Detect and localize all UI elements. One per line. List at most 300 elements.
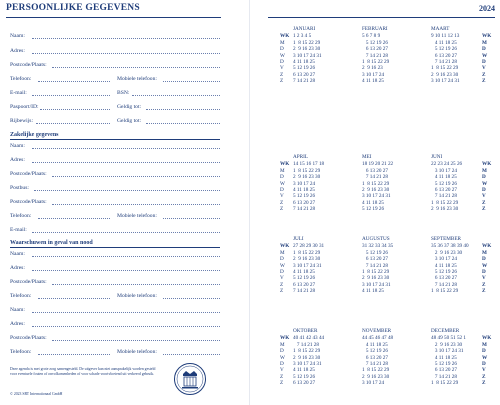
day-numbers: 6 13 20 27 [293, 199, 316, 206]
day-row [349, 187, 389, 193]
pobox-label: Postbus: [10, 185, 29, 191]
day-numbers: 1 8 15 22 29 [293, 348, 321, 355]
day-row [280, 361, 322, 367]
mobile-label: Mobiele telefoon: [117, 76, 157, 82]
day-row [418, 187, 457, 193]
address-line[interactable] [32, 53, 220, 54]
day-row [349, 256, 388, 262]
day-numbers: 4 11 18 25 [362, 199, 384, 206]
day-letter: W [280, 52, 285, 59]
day-numbers: 4 11 18 25 [293, 367, 315, 374]
day-row [418, 40, 457, 46]
week-number-values: 9 10 11 12 13 [431, 33, 460, 39]
day-row [280, 374, 315, 380]
week-number-values: 14 15 16 17 18 [293, 161, 325, 167]
day-row [280, 282, 315, 288]
day-row [418, 174, 457, 180]
business-rule [10, 139, 220, 140]
emergency2-address-line[interactable] [32, 326, 220, 327]
day-numbers: 3 10 17 24 31 [293, 262, 322, 269]
day-letter-right: D [482, 46, 486, 53]
day-row [280, 269, 315, 275]
day-numbers: 4 11 18 25 [362, 77, 384, 84]
day-row [280, 181, 315, 187]
business-address-label: Adres: [10, 157, 25, 163]
month-name: AUGUSTUS [362, 236, 390, 242]
day-numbers: 6 13 20 27 [362, 354, 388, 361]
day-letter: Z [280, 77, 284, 84]
day-row [349, 269, 389, 275]
day-letter-right: M [482, 250, 487, 256]
day-row [418, 269, 457, 275]
week-number-values: 40 41 42 43 44 [293, 335, 325, 341]
day-row [349, 59, 389, 65]
day-row [418, 275, 457, 281]
day-letter-right: D [482, 348, 486, 355]
day-row [349, 275, 389, 281]
month-name: JULI [293, 236, 304, 242]
day-row [349, 168, 388, 174]
emergency2-postcode-label: Postcode/Plaats: [10, 335, 47, 341]
day-row [349, 174, 388, 180]
week-numbers [418, 335, 466, 341]
day-row [280, 59, 315, 65]
day-row [418, 65, 458, 71]
day-row [349, 53, 388, 59]
day-numbers: 4 11 18 25 [293, 268, 315, 275]
business-name-line[interactable] [32, 148, 220, 149]
day-numbers: 7 14 21 28 [431, 373, 457, 380]
day-row [418, 250, 462, 256]
day-letter-right: D [482, 186, 486, 193]
day-letter: V [280, 65, 284, 72]
day-row [349, 282, 391, 288]
week-number-values: 1 2 3 4 5 [293, 33, 312, 39]
day-row [418, 59, 457, 65]
day-letter: M [280, 40, 285, 46]
day-letter: D [280, 360, 284, 367]
day-row [280, 380, 315, 386]
day-letter: M [280, 168, 285, 174]
day-letter: D [280, 46, 284, 53]
emergency2-postcode-line[interactable] [52, 340, 220, 341]
day-letter-right: M [482, 342, 487, 348]
day-numbers: 1 8 15 22 29 [293, 40, 321, 46]
week-numbers [349, 335, 393, 341]
left-page [0, 0, 249, 405]
wk-label-right: WK [482, 335, 492, 341]
day-letter: D [280, 174, 284, 181]
day-row [349, 367, 389, 373]
day-numbers: 3 10 17 24 [362, 379, 385, 386]
day-row [280, 46, 320, 52]
day-numbers: 1 8 15 22 29 [431, 199, 459, 206]
day-numbers: 5 12 19 26 [293, 65, 316, 72]
day-row [418, 342, 462, 348]
day-row [418, 181, 457, 187]
day-numbers: 5 12 19 26 [362, 40, 388, 46]
passport-line[interactable] [40, 109, 110, 110]
month-name: APRIL [293, 154, 308, 160]
business-name-label: Naam: [10, 143, 25, 149]
day-numbers: 6 13 20 27 [362, 168, 388, 174]
day-numbers: 6 13 20 27 [293, 379, 316, 386]
day-letter: Z [280, 199, 284, 206]
day-row [349, 263, 388, 269]
day-numbers: 1 8 15 22 29 [362, 268, 390, 275]
month-september [418, 236, 484, 298]
day-numbers: 5 12 19 26 [431, 46, 457, 53]
business-heading: Zakelijke gegevens [10, 132, 59, 138]
emergency2-name-line[interactable] [32, 312, 220, 313]
wk-label: WK [280, 33, 290, 39]
day-numbers: 3 10 17 24 [431, 256, 457, 263]
day-letter: V [280, 275, 284, 282]
day-numbers: 1 8 15 22 29 [431, 379, 459, 386]
pobox-line[interactable] [34, 190, 220, 191]
phone-label: Telefoon: [10, 76, 32, 82]
wk-label-right: WK [482, 243, 492, 249]
day-numbers: 7 14 21 28 [431, 58, 457, 65]
day-letter-right: W [482, 262, 488, 269]
business-email-line[interactable] [32, 232, 220, 233]
month-juni [418, 154, 484, 216]
bsn-line[interactable] [132, 95, 220, 96]
emergency-name-line[interactable] [32, 256, 220, 257]
day-row [349, 355, 388, 361]
day-numbers: 2 9 16 23 30 [293, 256, 321, 263]
day-numbers: 6 13 20 27 [431, 186, 457, 193]
month-augustus [349, 236, 415, 298]
day-row [280, 348, 320, 354]
phone-line[interactable] [38, 81, 110, 82]
day-letter-right: D [482, 174, 486, 181]
business-mobile-line[interactable] [163, 218, 220, 219]
day-numbers: 4 11 18 25 [431, 174, 457, 181]
emergency-phone-line[interactable] [38, 298, 110, 299]
address-label: Adres: [10, 48, 25, 54]
day-row [418, 256, 457, 262]
day-numbers: 5 12 19 26 [431, 268, 457, 275]
day-row [349, 193, 391, 199]
week-number-values: 35 36 37 38 39 40 [431, 243, 469, 249]
day-letter-right: Z [482, 287, 486, 294]
wk-label-right: WK [482, 33, 492, 39]
day-row [418, 193, 457, 199]
email-label: E-mail: [10, 90, 27, 96]
day-letter-right: D [482, 256, 486, 263]
week-numbers [349, 243, 393, 249]
day-numbers: 2 9 16 23 [362, 65, 383, 72]
emergency-address-line[interactable] [32, 270, 220, 271]
emergency-phone-label: Telefoon: [10, 293, 32, 299]
day-letter-right: Z [482, 373, 486, 380]
day-row [280, 288, 315, 294]
page-title: PERSOONLIJKE GEGEVENS [6, 3, 140, 13]
day-numbers: 7 14 21 28 [293, 77, 316, 84]
month-maart [418, 26, 484, 88]
day-row [280, 168, 320, 174]
day-letter: D [280, 268, 284, 275]
day-letter: M [280, 250, 285, 256]
day-numbers: 1 8 15 22 29 [293, 168, 321, 174]
day-row [418, 380, 458, 386]
day-numbers: 7 14 21 28 [362, 360, 388, 367]
day-numbers: 5 12 19 26 [293, 373, 316, 380]
day-numbers: 4 11 18 25 [293, 186, 315, 193]
day-letter-right: D [482, 58, 486, 65]
week-number-values: 48 49 50 51 52 1 [431, 335, 467, 341]
day-row [280, 367, 315, 373]
day-numbers: 6 13 20 27 [362, 46, 388, 53]
title-rule [6, 17, 221, 18]
day-numbers: 1 8 15 22 29 [362, 58, 390, 65]
passport-label: Paspoort/ID: [10, 104, 39, 110]
postcode-line[interactable] [52, 67, 220, 68]
day-row [349, 348, 388, 354]
day-numbers: 1 8 15 22 29 [431, 287, 459, 294]
year-label: 2024 [479, 4, 495, 13]
day-numbers: 3 10 17 24 31 [362, 281, 391, 288]
day-row [280, 78, 315, 84]
day-row [418, 282, 457, 288]
day-letter: D [280, 256, 284, 263]
wk-label: WK [280, 243, 290, 249]
day-numbers: 4 11 18 25 [431, 40, 457, 46]
day-letter: D [280, 58, 284, 65]
emergency-mobile-line[interactable] [163, 298, 220, 299]
day-row [418, 46, 457, 52]
year-rule [268, 17, 495, 18]
day-letter-right: Z [482, 71, 486, 78]
week-numbers [280, 243, 324, 249]
day-letter-right: V [482, 65, 486, 72]
day-numbers: 5 12 19 26 [293, 275, 316, 282]
emergency2-mobile-label: Mobiele telefoon: [117, 349, 157, 355]
day-row [280, 250, 320, 256]
day-numbers: 2 9 16 23 30 [293, 354, 321, 361]
month-juli [280, 236, 346, 298]
day-numbers: 1 8 15 22 29 [362, 180, 390, 187]
day-row [349, 181, 389, 187]
day-numbers: 5 12 19 26 [431, 360, 457, 367]
day-numbers: 3 10 17 24 31 [431, 77, 460, 84]
day-letter-right: Z [482, 281, 486, 288]
day-letter: D [280, 186, 284, 193]
day-numbers: 5 12 19 26 [293, 193, 316, 200]
day-numbers: 3 10 17 24 [293, 180, 316, 187]
wk-label-right: WK [482, 161, 492, 167]
business-email-label: E-mail: [10, 227, 27, 233]
day-numbers: 4 11 18 25 [431, 262, 457, 269]
emergency2-phone-label: Telefoon: [10, 349, 32, 355]
day-numbers: 4 11 18 25 [293, 58, 315, 65]
day-row [418, 288, 458, 294]
week-numbers [280, 33, 311, 39]
day-row [349, 46, 388, 52]
day-row [418, 367, 457, 373]
day-numbers: 2 9 16 23 30 [362, 275, 390, 282]
day-row [349, 40, 388, 46]
day-row [418, 168, 457, 174]
week-number-values: 27 28 29 30 31 [293, 243, 325, 249]
day-letter: M [280, 342, 285, 348]
day-row [418, 374, 457, 380]
day-numbers: 6 13 20 27 [431, 367, 457, 374]
emergency-postcode-line[interactable] [52, 284, 220, 285]
day-letter-right: D [482, 268, 486, 275]
month-januari [280, 26, 346, 88]
pobox-postcode-line[interactable] [52, 204, 220, 205]
week-number-values: 22 23 24 25 26 [431, 161, 463, 167]
day-numbers: 3 10 17 24 [362, 71, 385, 78]
month-name: MAART [431, 26, 450, 32]
month-name: JANUARI [293, 26, 316, 32]
page-divider [249, 0, 250, 405]
week-numbers [349, 161, 393, 167]
day-letter-right: W [482, 52, 488, 59]
day-numbers: 2 9 16 23 30 [431, 250, 463, 256]
day-numbers: 7 14 21 28 [431, 193, 457, 200]
day-numbers: 5 12 19 26 [362, 205, 385, 212]
week-numbers [418, 33, 459, 39]
emergency-address-label: Adres: [10, 265, 25, 271]
day-row [349, 200, 384, 206]
emergency-heading: Waarschuwen in geval van nood [10, 240, 93, 246]
day-numbers: 2 9 16 23 30 [293, 46, 321, 53]
day-row [280, 342, 319, 348]
day-numbers: 7 14 21 28 [431, 281, 457, 288]
week-number-values: 18 19 20 21 22 [362, 161, 394, 167]
day-letter-right: W [482, 180, 488, 187]
name-label: Naam: [10, 33, 25, 39]
day-row [280, 193, 315, 199]
day-letter-right: D [482, 360, 486, 367]
day-numbers: 3 10 17 24 31 [293, 52, 322, 59]
day-letter-right: M [482, 40, 487, 46]
pobox-postcode-label: Postcode/Plaats: [10, 199, 47, 205]
month-oktober [280, 328, 346, 390]
name-line[interactable] [32, 38, 220, 39]
day-row [418, 355, 457, 361]
day-row [418, 53, 457, 59]
day-row [418, 361, 457, 367]
day-row [418, 206, 458, 212]
week-number-values: 44 45 46 47 48 [362, 335, 394, 341]
passport-valid-label: Geldig tot: [117, 104, 142, 110]
emergency2-mobile-line[interactable] [163, 354, 220, 355]
day-row [280, 355, 320, 361]
day-row [349, 380, 384, 386]
day-numbers: 6 13 20 27 [293, 281, 316, 288]
day-letter-right: Z [482, 379, 486, 386]
day-row [418, 200, 458, 206]
day-numbers: 7 14 21 28 [293, 342, 319, 348]
month-name: SEPTEMBER [431, 236, 461, 242]
day-row [280, 206, 315, 212]
day-numbers: 4 11 18 25 [431, 354, 457, 361]
day-row [418, 72, 458, 78]
business-postcode-label: Postcode/Plaats: [10, 171, 47, 177]
emergency-rule [10, 247, 220, 248]
day-row [349, 374, 389, 380]
wk-label: WK [280, 335, 290, 341]
day-row [280, 65, 315, 71]
business-phone-label: Telefoon: [10, 213, 32, 219]
business-phone-line[interactable] [38, 218, 110, 219]
week-numbers [418, 161, 462, 167]
day-numbers: 1 8 15 22 29 [293, 250, 321, 256]
week-numbers [280, 161, 324, 167]
day-row [349, 72, 384, 78]
month-december [418, 328, 484, 390]
day-row [349, 206, 384, 212]
day-numbers: 3 10 17 24 [431, 168, 457, 174]
day-numbers: 7 14 21 28 [362, 262, 388, 269]
month-name: FEBRUARI [362, 26, 388, 32]
day-letter: Z [280, 281, 284, 288]
day-row [418, 348, 463, 354]
day-letter-right: V [482, 367, 486, 374]
day-letter: Z [280, 287, 284, 294]
day-numbers: 3 10 17 24 31 [431, 348, 464, 355]
day-row [349, 78, 384, 84]
emergency2-phone-line[interactable] [38, 354, 110, 355]
business-postcode-line[interactable] [52, 176, 220, 177]
month-name: NOVEMBER [362, 328, 392, 334]
disclaimer-text: Deze agenda is met grote zorg samengesteld. De uitgever kan niet aansprakelijk worden gesteld voor eventuele fouten of onvolkomenheden of voor schade voortvloeiend uit verkeerd gebruik. [10, 367, 156, 376]
email-line[interactable] [32, 95, 110, 96]
day-numbers: 6 13 20 27 [362, 256, 388, 263]
day-numbers: 4 11 18 25 [362, 287, 384, 294]
business-address-line[interactable] [32, 162, 220, 163]
day-row [280, 40, 320, 46]
day-numbers: 2 9 16 23 30 [431, 205, 459, 212]
day-numbers: 2 9 16 23 30 [431, 71, 459, 78]
week-numbers [280, 335, 324, 341]
day-numbers: 3 10 17 24 31 [362, 193, 391, 200]
week-number-values: 31 32 33 34 35 [362, 243, 394, 249]
bsn-label: BSN: [117, 90, 130, 96]
day-row [280, 200, 315, 206]
month-mei [349, 154, 415, 216]
day-numbers: 2 9 16 23 30 [293, 174, 321, 181]
day-numbers: 3 10 17 24 31 [293, 360, 322, 367]
day-letter: Z [280, 71, 284, 78]
day-letter: Z [280, 379, 284, 386]
month-april [280, 154, 346, 216]
license-line[interactable] [36, 123, 110, 124]
day-numbers: 2 9 16 23 30 [362, 186, 390, 193]
day-letter-right: Z [482, 205, 486, 212]
day-row [349, 361, 388, 367]
license-valid-label: Geldig tot: [117, 118, 142, 124]
license-valid-line[interactable] [146, 123, 220, 124]
day-row [280, 263, 322, 269]
week-numbers [418, 243, 469, 249]
month-name: MEI [362, 154, 372, 160]
month-februari [349, 26, 415, 88]
emergency-postcode-label: Postcode/Plaats: [10, 279, 47, 285]
day-letter-right: W [482, 354, 488, 361]
day-letter: W [280, 262, 285, 269]
day-letter: W [280, 354, 285, 361]
day-row [280, 275, 315, 281]
mobile-line[interactable] [163, 81, 220, 82]
day-row [349, 250, 388, 256]
day-letter: Z [280, 205, 284, 212]
passport-valid-line[interactable] [146, 109, 220, 110]
